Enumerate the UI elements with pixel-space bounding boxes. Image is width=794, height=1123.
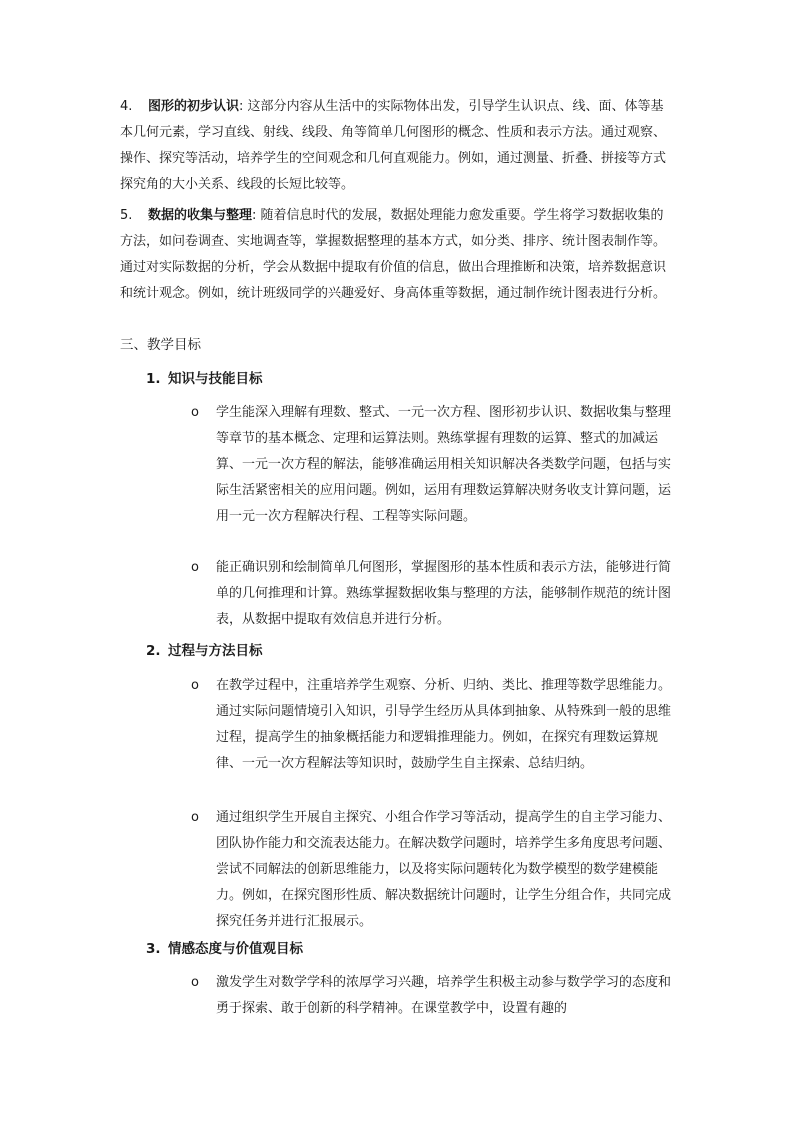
goal-number: 1. — [146, 371, 161, 387]
goal-title: 过程与方法目标 — [168, 643, 263, 659]
goal-heading-3 — [146, 936, 303, 962]
goal-3-bullet-1: 激发学生对数学学科的浓厚学习兴趣，培养学生积极主动参与数学学习的态度和勇于探索、敢于创新的科学精神。在课堂教学中，设置有趣的 — [216, 975, 672, 1016]
bullet-circle-icon: o — [191, 405, 199, 420]
bullet-circle-icon: o — [191, 560, 199, 575]
item-number: 5. — [120, 208, 133, 223]
paragraph-item-5 — [120, 203, 672, 307]
bullet-circle-icon: o — [191, 810, 199, 825]
item-text: : 这部分内容从生活中的实际物体出发，引导学生认识点、线、面、体等基本几何元素，学习直线、射线、线段、角等简单几何图形的概念、性质和表示方法。通过观察、操作、探究等活动，培养学生的空间观念和几何直观能力。例如，通过测量、折叠、拼接等方式探究角的大小关系、线段的长短比较等。 — [120, 99, 667, 192]
goal-title: 知识与技能目标 — [168, 371, 263, 387]
goal-1-bullet-1: 学生能深入理解有理数、整式、一元一次方程、图形初步认识、数据收集与整理等章节的基本概念、定理和运算法则。熟练掌握有理数的运算、整式的加减运算、一元一次方程的解法，能够准确运用相关知识解决各类数学问题，包括与实际生活紧密相关的应用问题。例如，运用有理数运算解决财务收支计算问题，运用一元一次方程解决行程、工程等实际问题。 — [216, 405, 672, 524]
item-number: 4. — [120, 99, 133, 114]
goal-2-bullet-2: 通过组织学生开展自主探究、小组合作学习等活动，提高学生的自主学习能力、团队协作能力和交流表达能力。在解决数学问题时，培养学生多角度思考问题、尝试不同解法的创新思维能力，以及将实际问题转化为数学模型的数学建模能力。例如，在探究图形性质、解决数据统计问题时，让学生分组合作，共同完成探究任务并进行汇报展示。 — [216, 810, 672, 929]
goal-title: 情感态度与价值观目标 — [168, 941, 303, 957]
bullet-circle-icon: o — [191, 975, 199, 990]
item-title: 数据的收集与整理 — [148, 208, 253, 223]
goal-heading-1 — [146, 366, 263, 392]
goal-2-bullet-1: 在教学过程中，注重培养学生观察、分析、归纳、类比、推理等数学思维能力。通过实际问题情境引入知识，引导学生经历从具体到抽象、从特殊到一般的思维过程，提高学生的抽象概括能力和逻辑推理能力。例如，在探究有理数运算规律、一元一次方程解法等知识时，鼓励学生自主探索、总结归纳。 — [216, 678, 672, 771]
paragraph-item-4 — [120, 94, 672, 198]
goal-heading-2 — [146, 638, 263, 664]
goal-number: 3. — [146, 941, 161, 957]
goal-number: 2. — [146, 643, 161, 659]
item-text: : 随着信息时代的发展，数据处理能力愈发重要。学生将学习数据收集的方法，如问卷调查、实地调查等，掌握数据整理的基本方式，如分类、排序、统计图表制作等。通过对实际数据的分析，学会从数据中提取有价值的信息，做出合理推断和决策，培养数据意识和统计观念。例如，统计班级同学的兴趣爱好、身高体重等数据，通过制作统计图表进行分析。 — [120, 208, 667, 301]
bullet-circle-icon: o — [191, 678, 199, 693]
section-heading: 三、教学目标 — [120, 337, 201, 353]
goal-1-bullet-2: 能正确识别和绘制简单几何图形，掌握图形的基本性质和表示方法，能够进行简单的几何推理和计算。熟练掌握数据收集与整理的方法，能够制作规范的统计图表，从数据中提取有效信息并进行分析。 — [216, 560, 672, 627]
item-title: 图形的初步认识 — [148, 99, 240, 114]
